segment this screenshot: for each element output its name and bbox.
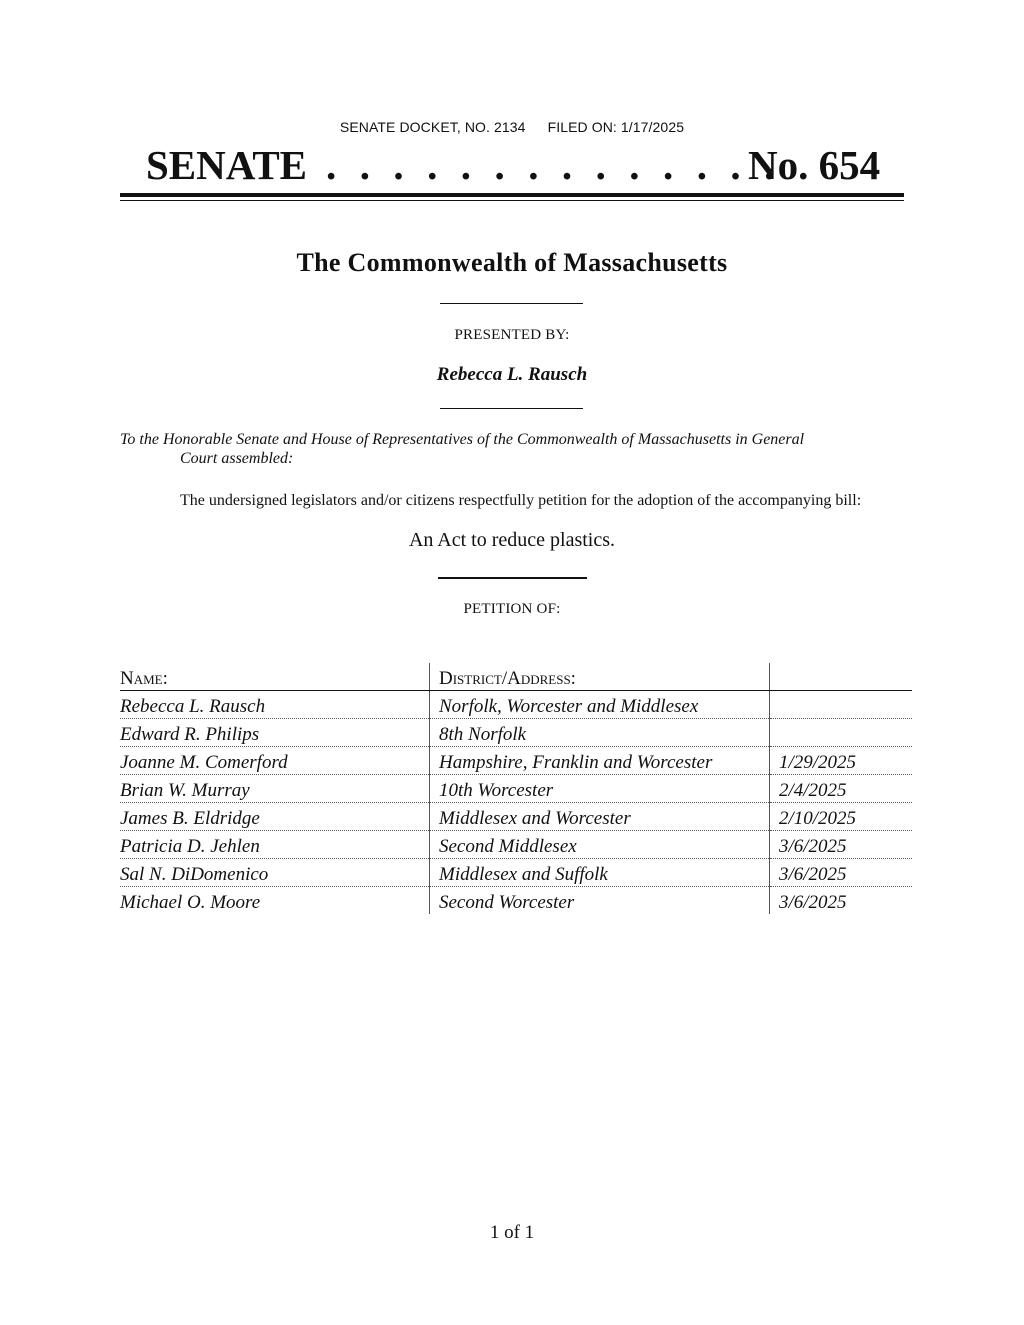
petitioner-name: Rebecca L. Rausch: [120, 691, 430, 719]
petitioner-district: 8th Norfolk: [430, 719, 770, 747]
presenter-name: Rebecca L. Rausch: [436, 364, 588, 385]
table-row: [120, 831, 912, 859]
petition-of-label: PETITION OF:: [463, 601, 561, 617]
petitioner-date: 3/6/2025: [770, 859, 913, 887]
bill-number: No. 654: [748, 142, 881, 188]
address-paragraph: [120, 430, 910, 468]
petitioner-district: Second Worcester: [430, 887, 770, 915]
petitioner-date: 2/10/2025: [770, 803, 913, 831]
table-row: [120, 803, 912, 831]
petitioner-district: Norfolk, Worcester and Middlesex: [430, 691, 770, 719]
address-line-1: To the Honorable Senate and House of Representatives of the Commonwealth of Massachusetts in General: [120, 431, 805, 448]
divider-rule: [440, 408, 583, 409]
chamber-name: SENATE: [146, 142, 308, 188]
petitioner-date: 3/6/2025: [770, 831, 913, 859]
petitioner-district: 10th Worcester: [430, 775, 770, 803]
table-row: [120, 859, 912, 887]
header-district: District/Address:: [430, 663, 770, 691]
header-date: [770, 663, 913, 691]
petitioner-name: Sal N. DiDomenico: [120, 859, 430, 887]
petitioner-date: 3/6/2025: [770, 887, 913, 915]
petitioner-name: Joanne M. Comerford: [120, 747, 430, 775]
petitioner-date: [770, 719, 913, 747]
petitioner-name: James B. Eldridge: [120, 803, 430, 831]
table-row: [120, 719, 912, 747]
petitioner-district: Hampshire, Franklin and Worcester: [430, 747, 770, 775]
page-number: 1 of 1: [489, 1222, 535, 1243]
table-row: [120, 747, 912, 775]
petition-text: The undersigned legislators and/or citizens respectfully petition for the adoption of the accompanying bill:: [180, 492, 862, 509]
divider-rule: [438, 577, 587, 579]
petitioner-district: Middlesex and Suffolk: [430, 859, 770, 887]
petitioner-district: Middlesex and Worcester: [430, 803, 770, 831]
leader-dots: . . . . . . . . . . . . . .: [326, 142, 781, 188]
docket-line: [0, 119, 1024, 135]
petitioner-date: [770, 691, 913, 719]
table-row: [120, 887, 912, 915]
header-rule-thin: [120, 200, 904, 201]
commonwealth-title: The Commonwealth of Massachusetts: [296, 248, 728, 277]
divider-rule: [440, 303, 583, 304]
table-row: [120, 775, 912, 803]
petitioners-table: [120, 663, 912, 914]
header-name: Name:: [120, 663, 430, 691]
address-line-2: Court assembled:: [180, 450, 294, 467]
docket-number: SENATE DOCKET, NO. 2134: [339, 119, 526, 135]
petitioner-name: Edward R. Philips: [120, 719, 430, 747]
petitioner-district: Second Middlesex: [430, 831, 770, 859]
petitioner-name: Patricia D. Jehlen: [120, 831, 430, 859]
petitioner-date: 2/4/2025: [770, 775, 913, 803]
filed-date: FILED ON: 1/17/2025: [547, 119, 685, 135]
act-title: An Act to reduce plastics.: [408, 529, 616, 551]
petitioner-name: Michael O. Moore: [120, 892, 261, 913]
presented-by-label: PRESENTED BY:: [454, 327, 570, 343]
table-row: [120, 691, 912, 719]
header-rule-thick: [120, 193, 904, 197]
petitioner-date: 1/29/2025: [770, 747, 913, 775]
table-header-row: [120, 663, 912, 691]
petitioner-name: Brian W. Murray: [120, 775, 430, 803]
